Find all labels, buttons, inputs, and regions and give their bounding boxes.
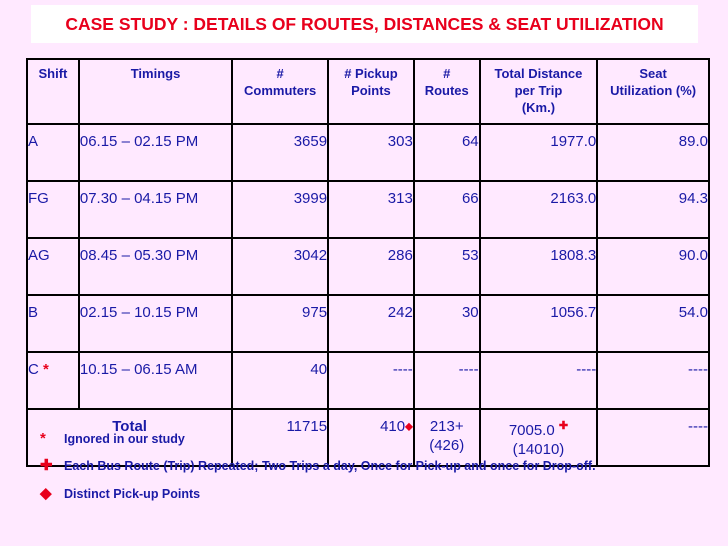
title-banner	[31, 5, 698, 43]
cell-timings: 02.15 – 10.15 PM	[79, 295, 232, 352]
header-row	[27, 59, 709, 124]
cell-utilization: 89.0	[597, 124, 709, 181]
header-shift: Shift	[27, 59, 79, 124]
total-pickup: 410◆	[328, 409, 414, 466]
diamond-icon: ◆	[405, 421, 413, 433]
header-utilization: Seat Utilization (%)	[597, 59, 709, 124]
total-commuters: 11715	[232, 409, 328, 466]
legend-distinct: ◆ Distinct Pick-up Points	[40, 485, 201, 502]
diamond-icon: ◆	[40, 485, 52, 502]
total-distance: 7005.0 ✚ (14010)	[480, 409, 598, 466]
cell-pickup: 242	[328, 295, 414, 352]
cell-pickup: 286	[328, 238, 414, 295]
cell-distance: 1056.7	[480, 295, 598, 352]
header-commuters: # Commuters	[232, 59, 328, 124]
cell-pickup: ----	[328, 352, 414, 409]
ignored-marker: *	[43, 361, 49, 378]
plus-icon: ✚	[40, 457, 53, 474]
table-row	[27, 181, 709, 238]
cell-commuters: 975	[232, 295, 328, 352]
header-pickup-points: # Pickup Points	[328, 59, 414, 124]
cell-utilization: 90.0	[597, 238, 709, 295]
cell-commuters: 3999	[232, 181, 328, 238]
asterisk-icon: *	[40, 430, 46, 447]
cell-timings: 06.15 – 02.15 PM	[79, 124, 232, 181]
cell-routes: ----	[414, 352, 480, 409]
cell-pickup: 313	[328, 181, 414, 238]
legend-repeated: ✚ Each Bus Route (Trip) Repeated; Two Trips a day, Once for Pick-up and once for Drop-off.	[40, 457, 596, 474]
cell-pickup: 303	[328, 124, 414, 181]
table-row	[27, 124, 709, 181]
cell-timings: 07.30 – 04.15 PM	[79, 181, 232, 238]
cell-distance: ----	[480, 352, 598, 409]
cell-commuters: 3659	[232, 124, 328, 181]
cell-utilization: ----	[597, 352, 709, 409]
cell-shift: C *	[27, 352, 79, 409]
page-title: CASE STUDY : DETAILS OF ROUTES, DISTANCES & SEAT UTILIZATION	[65, 13, 664, 34]
cell-shift: AG	[27, 238, 79, 295]
cell-utilization: 54.0	[597, 295, 709, 352]
table-row	[27, 295, 709, 352]
table-row	[27, 352, 709, 409]
cell-distance: 1808.3	[480, 238, 598, 295]
cell-routes: 66	[414, 181, 480, 238]
cell-utilization: 94.3	[597, 181, 709, 238]
header-routes: # Routes	[414, 59, 480, 124]
total-routes: 213+ (426)	[414, 409, 480, 466]
cell-routes: 30	[414, 295, 480, 352]
total-label: Total	[27, 409, 232, 466]
cell-commuters: 3042	[232, 238, 328, 295]
table-row	[27, 238, 709, 295]
cell-routes: 64	[414, 124, 480, 181]
header-timings: Timings	[79, 59, 232, 124]
cell-commuters: 40	[232, 352, 328, 409]
cell-distance: 1977.0	[480, 124, 598, 181]
cell-routes: 53	[414, 238, 480, 295]
total-utilization: ----	[597, 409, 709, 466]
routes-table	[26, 58, 710, 467]
cell-shift: FG	[27, 181, 79, 238]
cell-distance: 2163.0	[480, 181, 598, 238]
plus-icon: ✚	[558, 420, 569, 432]
header-distance: Total Distance per Trip (Km.)	[480, 59, 598, 124]
legend-ignored: * Ignored in our study	[40, 430, 185, 447]
cell-timings: 10.15 – 06.15 AM	[79, 352, 232, 409]
cell-shift: B	[27, 295, 79, 352]
cell-shift: A	[27, 124, 79, 181]
cell-timings: 08.45 – 05.30 PM	[79, 238, 232, 295]
